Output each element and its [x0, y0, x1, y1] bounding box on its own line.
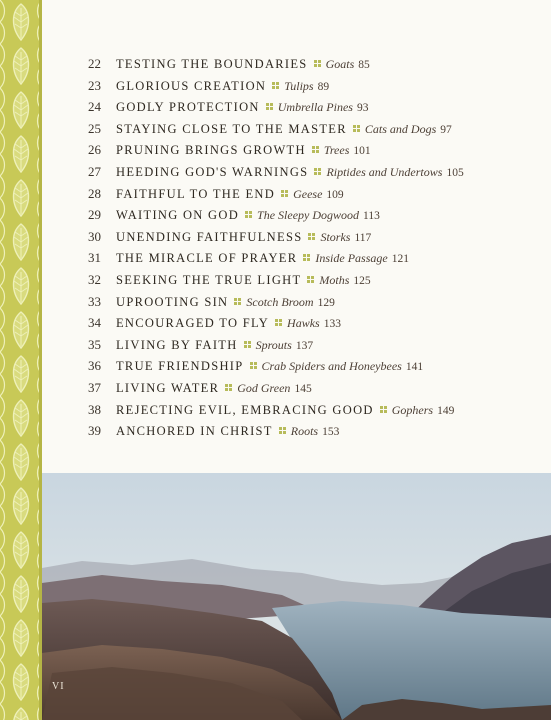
chapter-subtitle: The Sleepy Dogwood — [257, 208, 360, 223]
page-number: 105 — [446, 166, 464, 179]
chapter-subtitle: Moths — [319, 272, 350, 287]
chapter-title: GODLY PROTECTION — [116, 100, 260, 115]
chapter-subtitle: Scotch Broom — [246, 294, 314, 309]
page-number: 149 — [437, 404, 455, 417]
chapter-subtitle: Sprouts — [255, 337, 292, 352]
page-number: 109 — [326, 188, 344, 201]
ornament-bullet-icon — [353, 125, 360, 132]
page-number: 145 — [294, 382, 312, 395]
decorative-leaf-border — [0, 0, 42, 720]
ornament-bullet-icon — [244, 341, 251, 348]
page-number: 153 — [322, 426, 340, 439]
chapter-subtitle: Roots — [290, 424, 319, 439]
toc-entry — [88, 337, 528, 359]
chapter-number: 38 — [88, 401, 101, 417]
chapter-number: 23 — [88, 77, 101, 93]
ornament-bullet-icon — [281, 190, 288, 197]
chapter-subtitle: Cats and Dogs — [364, 121, 437, 136]
page-number: 117 — [354, 231, 372, 244]
chapter-title: REJECTING EVIL, EMBRACING GOOD — [116, 402, 374, 417]
chapter-title: ENCOURAGED TO FLY — [116, 316, 270, 331]
page-number: 129 — [317, 296, 335, 309]
toc-entry — [88, 207, 528, 229]
page-folio: VI — [52, 681, 65, 692]
chapter-subtitle: Gophers — [391, 402, 434, 417]
chapter-number: 32 — [88, 271, 101, 287]
chapter-subtitle: Crab Spiders and Honeybees — [261, 359, 402, 374]
chapter-number: 27 — [88, 163, 101, 179]
chapter-number: 24 — [88, 99, 101, 115]
chapter-title: LIVING BY FAITH — [116, 337, 238, 352]
chapter-title: LIVING WATER — [116, 380, 220, 395]
toc-entry — [88, 121, 528, 143]
chapter-title: TRUE FRIENDSHIP — [116, 359, 244, 374]
toc-entry — [88, 78, 528, 100]
chapter-subtitle: Tulips — [284, 78, 314, 93]
chapter-subtitle: Geese — [293, 186, 323, 201]
toc-entry — [88, 99, 528, 121]
toc-entry — [88, 423, 528, 445]
chapter-subtitle: Trees — [323, 143, 350, 158]
ornament-bullet-icon — [308, 233, 315, 240]
chapter-title: SEEKING THE TRUE LIGHT — [116, 272, 302, 287]
chapter-number: 26 — [88, 142, 101, 158]
page-number: 93 — [356, 102, 369, 115]
page-number: 133 — [323, 318, 341, 331]
toc-entry — [88, 272, 528, 294]
toc-entry — [88, 402, 528, 424]
toc-entry — [88, 315, 528, 337]
page-number: 85 — [358, 59, 370, 71]
ornament-bullet-icon — [314, 168, 321, 175]
chapter-title: UNENDING FAITHFULNESS — [116, 229, 303, 244]
chapter-title: HEEDING GOD'S WARNINGS — [116, 164, 309, 179]
page-number: 101 — [353, 145, 371, 158]
ornament-bullet-icon — [303, 254, 310, 261]
chapter-number: 22 — [88, 56, 101, 71]
page-number: 113 — [363, 210, 380, 223]
chapter-title: WAITING ON GOD — [116, 208, 240, 223]
page-number: 89 — [317, 80, 330, 93]
chapter-number: 29 — [88, 207, 101, 223]
toc-entry — [88, 142, 528, 164]
chapter-subtitle: Inside Passage — [315, 251, 388, 266]
chapter-subtitle: God Green — [237, 380, 291, 395]
chapter-subtitle: Umbrella Pines — [277, 100, 353, 115]
chapter-number: 31 — [88, 250, 101, 266]
chapter-number: 25 — [88, 120, 101, 136]
chapter-subtitle: Riptides and Undertows — [326, 164, 443, 179]
page-number: 121 — [391, 253, 409, 266]
toc-entry — [88, 294, 528, 316]
toc-entry — [88, 250, 528, 272]
ornament-bullet-icon — [380, 406, 387, 413]
leaf-pattern-icon — [0, 0, 42, 720]
page-number: 141 — [405, 361, 424, 374]
toc-entry — [88, 229, 528, 251]
fjord-landscape-photo — [42, 473, 551, 720]
ornament-bullet-icon — [314, 60, 321, 67]
page-number: 125 — [353, 274, 371, 287]
ornament-bullet-icon — [307, 276, 314, 283]
ornament-bullet-icon — [266, 103, 273, 110]
chapter-title: PRUNING BRINGS GROWTH — [116, 143, 306, 158]
chapter-number: 28 — [88, 185, 101, 201]
chapter-number: 36 — [88, 358, 101, 374]
chapter-title: UPROOTING SIN — [116, 294, 229, 309]
ornament-bullet-icon — [250, 362, 257, 369]
chapter-number: 35 — [88, 336, 101, 352]
table-of-contents — [88, 56, 528, 445]
ornament-bullet-icon — [272, 82, 279, 89]
chapter-number: 30 — [88, 228, 101, 244]
page-number: 97 — [440, 123, 452, 136]
chapter-title: ANCHORED IN CHRIST — [116, 424, 273, 439]
chapter-subtitle: Hawks — [287, 316, 320, 331]
ornament-bullet-icon — [225, 384, 232, 391]
chapter-title: TESTING THE BOUNDARIES — [116, 57, 308, 71]
chapter-title: THE MIRACLE OF PRAYER — [116, 251, 298, 266]
chapter-subtitle: Goats — [325, 57, 355, 71]
chapter-subtitle: Storks — [320, 229, 351, 244]
toc-entry — [88, 164, 528, 186]
ornament-bullet-icon — [312, 146, 319, 153]
ornament-bullet-icon — [279, 427, 286, 434]
toc-entry — [88, 358, 528, 380]
toc-entry — [88, 186, 528, 208]
chapter-number: 37 — [88, 379, 101, 395]
toc-entry — [88, 380, 528, 402]
chapter-number: 34 — [88, 315, 101, 331]
chapter-number: 39 — [88, 423, 101, 439]
ornament-bullet-icon — [245, 211, 252, 218]
chapter-title: STAYING CLOSE TO THE MASTER — [116, 121, 347, 136]
ornament-bullet-icon — [234, 298, 241, 305]
chapter-title: GLORIOUS CREATION — [116, 78, 267, 93]
page-number: 137 — [295, 339, 314, 352]
ornament-bullet-icon — [275, 319, 282, 326]
toc-entry — [88, 56, 528, 78]
chapter-number: 33 — [88, 293, 101, 309]
chapter-title: FAITHFUL TO THE END — [116, 186, 276, 201]
